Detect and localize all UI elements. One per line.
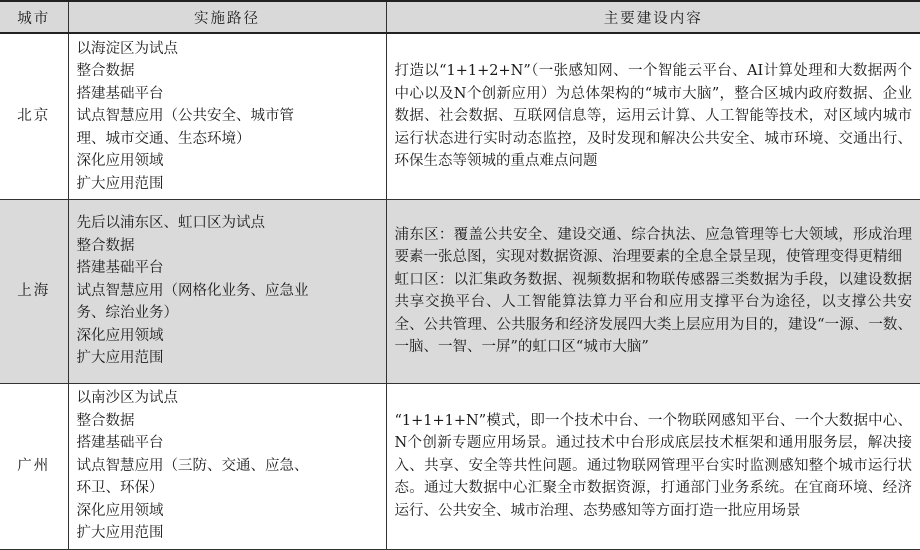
header-content: 主要建设内容 — [386, 1, 920, 33]
header-city: 城市 — [0, 1, 68, 33]
path-line: 整合数据 — [76, 412, 135, 429]
path-line: 以海淀区为试点 — [76, 40, 178, 57]
path-cell — [68, 33, 386, 199]
path-line: 以南沙区为试点 — [76, 390, 178, 407]
content-paragraph: 浦东区：覆盖公共安全、建设交通、综合执法、应急管理等七大领域，形成治理要素一张总图，实现对数据资源、治理要素的全息全景呈现，使管理变得更精细 — [394, 226, 912, 265]
path-line: 务、综治业务） — [76, 305, 178, 322]
city-cell: 广州 — [0, 383, 68, 549]
path-line: 扩大应用范围 — [76, 350, 164, 367]
content-paragraph: 虹口区：以汇集政务数据、视频数据和物联传感器三类数据为手段，以建设数据共享交换平台、人工智能算法算力平台和应用支撑平台为途径，以支撑公共安全、公共管理、公共服务和经济发展四大类上层应用为目的，建设“一源、一数、一脑、一智、一屏”的虹口区“城市大脑” — [394, 271, 912, 355]
path-line: 扩大应用范围 — [76, 175, 164, 192]
path-line: 搭建基础平台 — [76, 260, 164, 277]
path-line: 先后以浦东区、虹口区为试点 — [76, 215, 265, 232]
content-cell — [386, 199, 920, 383]
path-line: 深化应用领域 — [76, 327, 164, 344]
path-line: 环卫、环保） — [76, 480, 164, 497]
path-cell — [68, 383, 386, 549]
city-cell: 上海 — [0, 199, 68, 383]
path-line: 整合数据 — [76, 63, 135, 79]
path-cell — [68, 199, 386, 383]
content-paragraph: “1+1+1+N”模式，即一个技术中台、一个物联网感知平台、一个大数据中心、N个创新专题应用场景。通过技术中台形成底层技术框架和通用服务层，解决接入、共享、安全等共性问题。通过物联网管理平台实时监测感知整个城市运行状态。通过大数据中心汇聚全市数据资源，打通部门业务系统。在宜商环境、经济运行、公共安全、城市治理、态势感知等方面打造一批应用场景 — [394, 412, 912, 519]
city-cell: 北京 — [0, 33, 68, 199]
header-path: 实施路径 — [68, 1, 386, 33]
path-line: 扩大应用范围 — [76, 525, 164, 542]
path-line: 试点智慧应用（公共安全、城市管 — [76, 108, 294, 124]
content-cell — [386, 33, 920, 199]
path-line: 深化应用领域 — [76, 153, 164, 169]
table-row — [0, 383, 920, 549]
content-paragraph: 打造以“1+1+2+N”（一张感知网、一个智能云平台、AI计算处理和大数据两个中心以及N个创新应用）为总体架构的“城市大脑”，整合区城内政府数据、企业数据、社会数据、互联网信息等，运用云计算、人工智能等技术，对区域内城市运行状态进行实时动态监控，及时发现和解决公共安全、城市环境、交通出行、环保生态等领城的重点难点问题 — [394, 63, 912, 169]
path-line: 整合数据 — [76, 237, 135, 254]
table-row — [0, 199, 920, 383]
path-line: 搭建基础平台 — [76, 85, 164, 102]
path-line: 试点智慧应用（三防、交通、应急、 — [76, 457, 309, 474]
table-row — [0, 33, 920, 199]
content-cell — [386, 383, 920, 549]
path-line: 理、城市交通、生态环境） — [76, 130, 251, 147]
header-row — [0, 1, 920, 33]
path-line: 搭建基础平台 — [76, 435, 164, 452]
path-line: 深化应用领域 — [76, 502, 164, 519]
path-line: 试点智慧应用（网格化业务、应急业 — [76, 282, 309, 299]
